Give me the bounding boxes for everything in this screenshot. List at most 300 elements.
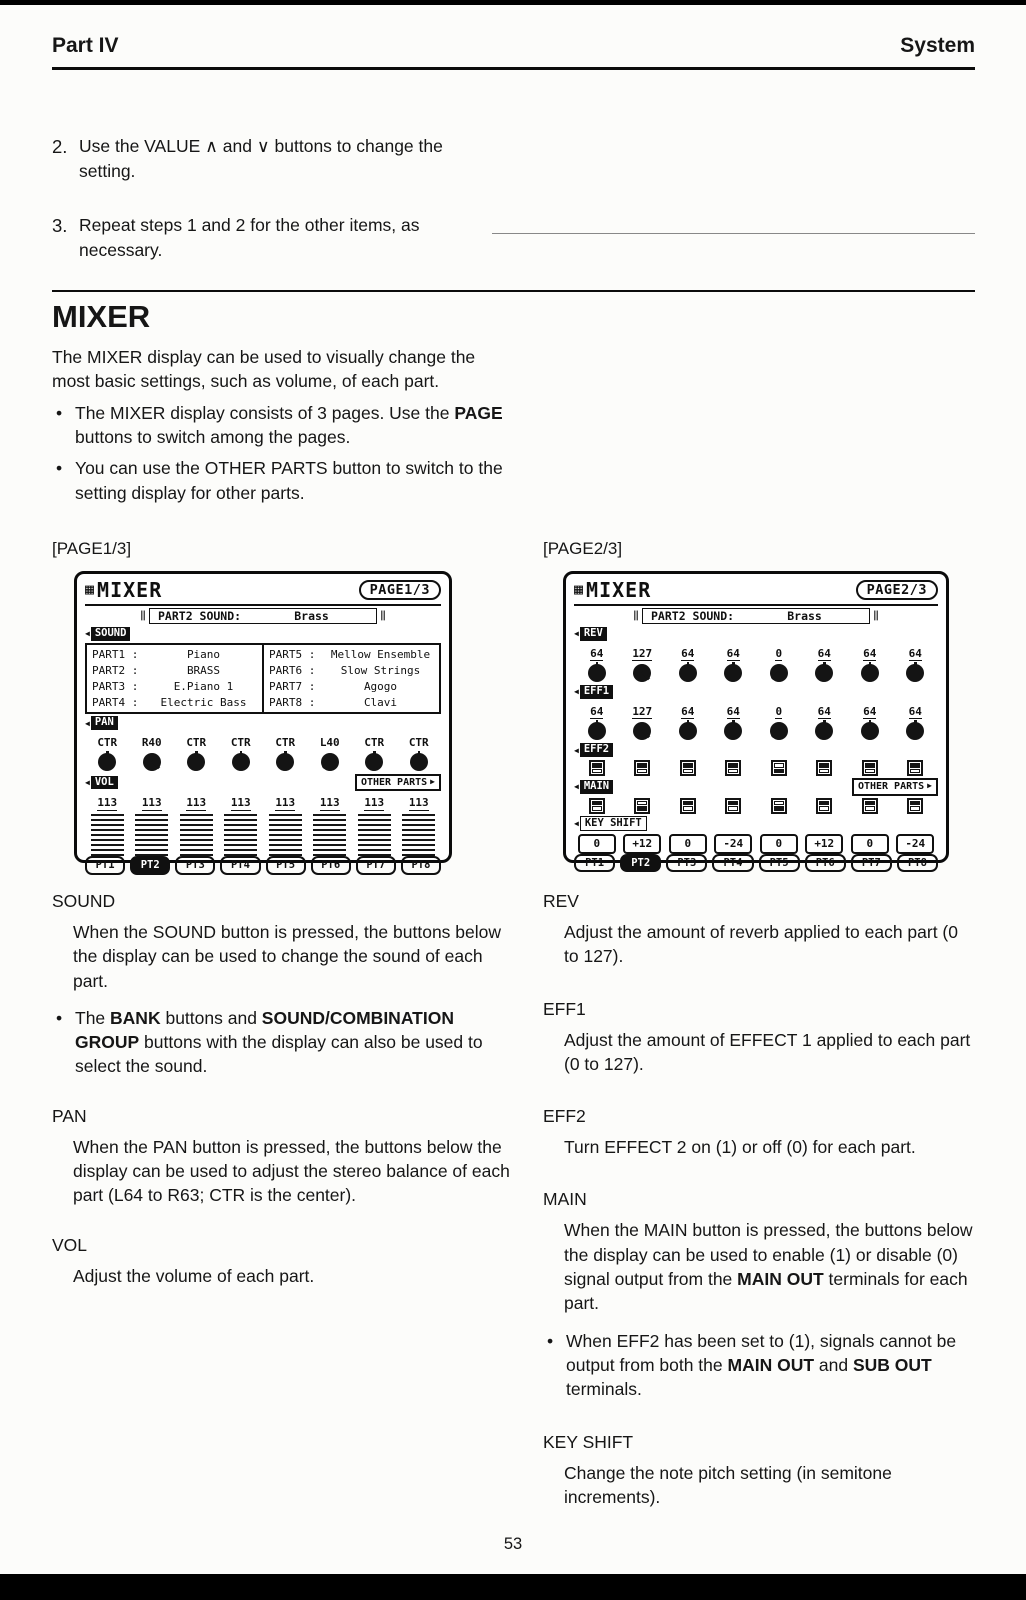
mixer-bullet: • You can use the OTHER PARTS button to switch to the setting display for other parts. <box>52 456 510 505</box>
part-button: PT7 <box>851 854 892 873</box>
part-info-bar <box>574 608 938 624</box>
section-paragraph: When the SOUND button is pressed, the buttons below the display can be used to change the sound of each part. <box>73 921 502 991</box>
part-info-bar <box>85 608 441 624</box>
section-main <box>543 1189 975 1401</box>
rev-value: 64 <box>726 646 740 660</box>
section-paragraph: Adjust the amount of EFFECT 1 applied to each part (0 to 127). <box>564 1029 971 1074</box>
fader-icon <box>91 814 124 856</box>
eff1-cell <box>620 700 666 742</box>
rev-value: 64 <box>817 646 831 660</box>
pan-cell <box>174 731 219 772</box>
mixer-bullets <box>52 401 510 505</box>
knob-icon <box>585 661 609 683</box>
switch-icon <box>634 760 650 776</box>
eff1-value: 64 <box>590 704 604 718</box>
sound-table-col-right <box>264 645 439 713</box>
fader-icon <box>358 814 391 856</box>
part-info-label: PART2 SOUND: <box>158 608 242 623</box>
main-cell <box>893 796 939 814</box>
eff2-cell <box>802 758 848 776</box>
rev-tab <box>574 627 607 641</box>
section-rule <box>52 290 975 292</box>
rev-value: 64 <box>681 646 695 660</box>
figure-page1 <box>52 538 452 872</box>
key-shift-cell <box>620 832 666 853</box>
bracket-icon: ‖ <box>873 610 880 622</box>
knob-icon <box>676 719 700 741</box>
main-switch-row <box>574 796 938 814</box>
pan-cell <box>263 731 308 772</box>
other-parts-badge <box>852 778 938 796</box>
sound-table-row <box>92 664 257 677</box>
vol-cell <box>352 791 397 856</box>
section-heading: KEY SHIFT <box>543 1431 634 1452</box>
knob-icon <box>362 750 386 772</box>
vol-value: 113 <box>186 796 207 810</box>
switch-icon <box>862 798 878 814</box>
pan-cell <box>219 731 264 772</box>
part-button: PT5 <box>759 854 800 873</box>
eff2-cell <box>620 758 666 776</box>
rev-value: 64 <box>908 646 922 660</box>
fader-icon <box>180 814 213 856</box>
part-info-label: PART2 SOUND: <box>651 608 735 623</box>
section-paragraph: Change the note pitch setting (in semitone increments). <box>564 1462 892 1507</box>
sound-tab-label: SOUND <box>91 627 131 641</box>
switch-icon <box>907 760 923 776</box>
lcd-title: MIXER <box>586 577 652 602</box>
vol-value: 113 <box>275 796 296 810</box>
scan-artifact-line <box>492 233 975 234</box>
switch-icon <box>907 798 923 814</box>
eff1-tab-label: EFF1 <box>580 685 613 699</box>
key-shift-value: -24 <box>714 834 752 853</box>
switch-icon <box>634 798 650 814</box>
tab-arrow-icon: ◀ <box>85 778 90 788</box>
vol-cell <box>308 791 353 856</box>
eff2-cell <box>665 758 711 776</box>
fader-icon <box>313 814 346 856</box>
rev-cell <box>665 642 711 684</box>
lcd-display-page1 <box>74 571 452 872</box>
sound-table <box>85 643 441 715</box>
description-columns <box>52 891 975 1539</box>
section-heading: EFF1 <box>543 998 586 1019</box>
fader-icon <box>269 814 302 856</box>
eff2-cell <box>847 758 893 776</box>
page-content <box>52 34 975 1539</box>
eff1-value: 64 <box>863 704 877 718</box>
part-name: PART2 : <box>92 663 139 677</box>
main-cell <box>756 796 802 814</box>
switch-icon <box>589 798 605 814</box>
part-label: Part IV <box>52 34 119 57</box>
key-shift-cell <box>893 832 939 853</box>
page-number: 53 <box>503 1535 523 1553</box>
pan-value: CTR <box>408 735 429 749</box>
vol-tab <box>85 776 118 790</box>
vol-cell <box>174 791 219 856</box>
vol-value: 113 <box>364 796 385 810</box>
eff1-value: 64 <box>726 704 740 718</box>
key-shift-cell <box>711 832 757 853</box>
switch-icon <box>862 760 878 776</box>
pan-value: CTR <box>230 735 251 749</box>
step-number: 2. <box>52 136 68 157</box>
part-sound: Mellow Ensemble <box>330 647 431 661</box>
step-text: Use the VALUE ∧ and ∨ buttons to change the setting. <box>79 136 443 181</box>
eff1-value: 0 <box>775 704 783 718</box>
rev-knob-row <box>574 642 938 684</box>
knob-icon <box>676 661 700 683</box>
part-button: PT1 <box>85 856 125 875</box>
section-paragraph: When the MAIN button is pressed, the buttons below the display can be used to enable (1) or disable (0) signal output from the MAIN OUT terminals for each part. <box>564 1220 973 1314</box>
eff1-value: 64 <box>681 704 695 718</box>
part-button: PT2 <box>130 856 170 875</box>
pan-value: L40 <box>319 735 340 749</box>
pan-value: CTR <box>97 735 118 749</box>
eff2-tab <box>574 743 613 757</box>
vol-header-row <box>85 774 441 792</box>
section-heading: VOL <box>52 1234 88 1255</box>
part-name: PART5 : <box>269 647 316 661</box>
section-heading: PAN <box>52 1105 87 1126</box>
eff2-tab-label: EFF2 <box>580 743 613 757</box>
eff1-value: 64 <box>908 704 922 718</box>
knob-icon <box>767 661 791 683</box>
rev-value: 127 <box>632 646 653 660</box>
lcd-title: MIXER <box>97 577 163 602</box>
knob-icon <box>140 750 164 772</box>
part-name: PART3 : <box>92 679 139 693</box>
tab-arrow-icon: ◀ <box>574 782 579 792</box>
figure-caption: [PAGE1/3] <box>52 538 132 558</box>
main-cell <box>574 796 620 814</box>
pan-cell <box>130 731 175 772</box>
knob-icon <box>903 719 927 741</box>
main-tab <box>574 780 613 794</box>
section-paragraph: Turn EFFECT 2 on (1) or off (0) for each part. <box>564 1137 916 1158</box>
section-rev <box>543 891 975 969</box>
key-shift-value: +12 <box>623 834 661 853</box>
switch-icon <box>725 798 741 814</box>
part-info-value: Brass <box>294 608 329 623</box>
part-sound: Electric Bass <box>160 696 247 710</box>
section-paragraph: When the PAN button is pressed, the buttons below the display can be used to adjust the stereo balance of each part (L64 to R63; CTR is the center). <box>73 1136 510 1206</box>
pan-value: CTR <box>186 735 207 749</box>
part-button: PT8 <box>401 856 441 875</box>
vol-value: 113 <box>408 796 429 810</box>
part-name: PART7 : <box>269 679 316 693</box>
eff2-switch-row <box>574 758 938 776</box>
knob-icon <box>229 750 253 772</box>
part-button: PT1 <box>574 854 615 873</box>
part-info-box <box>642 608 870 624</box>
lcd-header <box>85 578 441 606</box>
part-sound: BRASS <box>186 663 221 677</box>
eff2-cell <box>893 758 939 776</box>
vol-cell <box>263 791 308 856</box>
rev-cell <box>711 642 757 684</box>
section-heading: REV <box>543 890 579 911</box>
part-button: PT4 <box>220 856 260 875</box>
vol-value: 113 <box>319 796 340 810</box>
step-3 <box>52 213 499 262</box>
pan-value: CTR <box>275 735 296 749</box>
main-header-row <box>574 778 938 796</box>
part-button-row <box>85 856 441 875</box>
pan-cell <box>85 731 130 772</box>
eff1-value: 64 <box>817 704 831 718</box>
main-cell <box>802 796 848 814</box>
eff1-tab <box>574 685 613 699</box>
vol-value: 113 <box>97 796 118 810</box>
key-shift-value: -24 <box>896 834 934 853</box>
running-header <box>52 34 975 70</box>
section-paragraph: Adjust the volume of each part. <box>73 1265 315 1286</box>
section-bullet: • When EFF2 has been set to (1), signals cannot be output from both the MAIN OUT and SUB OUT terminals. <box>543 1329 975 1402</box>
main-tab-label: MAIN <box>580 780 613 794</box>
figure-caption: [PAGE2/3] <box>543 538 623 558</box>
eff1-knob-row <box>574 700 938 742</box>
rev-cell <box>802 642 848 684</box>
switch-icon <box>680 798 696 814</box>
vol-cell <box>130 791 175 856</box>
part-sound: Agogo <box>363 679 398 693</box>
knob-icon <box>903 661 927 683</box>
part-name: PART6 : <box>269 663 316 677</box>
eff1-value: 127 <box>632 704 653 718</box>
knob-icon <box>767 719 791 741</box>
rev-value: 0 <box>775 646 783 660</box>
vol-value: 113 <box>141 796 162 810</box>
switch-icon <box>680 760 696 776</box>
section-heading: SOUND <box>52 890 116 911</box>
vol-value: 113 <box>230 796 251 810</box>
knob-icon <box>858 719 882 741</box>
rev-cell <box>620 642 666 684</box>
other-parts-arrow-icon: ▶ <box>927 781 932 791</box>
switch-icon <box>816 798 832 814</box>
bracket-icon: ‖ <box>380 610 387 622</box>
knob-icon <box>721 719 745 741</box>
tab-arrow-icon: ◀ <box>574 629 579 639</box>
knob-icon <box>812 719 836 741</box>
chapter-label: System <box>900 34 975 57</box>
vol-tab-label: VOL <box>91 776 118 790</box>
rev-value: 64 <box>590 646 604 660</box>
part-info-value: Brass <box>787 608 822 623</box>
part-button: PT3 <box>175 856 215 875</box>
part-sound: Clavi <box>363 696 398 710</box>
tab-arrow-icon: ◀ <box>85 629 90 639</box>
key-shift-value: 0 <box>669 834 707 853</box>
knob-icon <box>858 661 882 683</box>
rev-tab-label: REV <box>580 627 607 641</box>
knob-icon <box>273 750 297 772</box>
figure-page2 <box>543 538 949 869</box>
eff1-cell <box>847 700 893 742</box>
page-badge: PAGE1/3 <box>359 580 441 600</box>
eff2-cell <box>574 758 620 776</box>
knob-icon <box>184 750 208 772</box>
tab-arrow-icon: ◀ <box>574 745 579 755</box>
pan-cell <box>308 731 353 772</box>
key-shift-cell <box>802 832 848 853</box>
key-shift-value: 0 <box>760 834 798 853</box>
vol-cell <box>397 791 442 856</box>
sound-tab <box>85 627 130 641</box>
scan-edge-top <box>0 0 1026 5</box>
fader-icon <box>224 814 257 856</box>
section-heading: EFF2 <box>543 1106 586 1127</box>
key-shift-tab-label: KEY SHIFT <box>580 816 647 832</box>
part-button: PT5 <box>266 856 306 875</box>
other-parts-label: OTHER PARTS <box>360 776 428 788</box>
eff1-cell <box>711 700 757 742</box>
rev-cell <box>574 642 620 684</box>
pan-cell <box>397 731 442 772</box>
section-bullet: • The BANK buttons and SOUND/COMBINATION GROUP buttons with the display can also be used to select the sound. <box>52 1006 510 1079</box>
knob-icon <box>630 719 654 741</box>
rev-value: 64 <box>863 646 877 660</box>
eff2-cell <box>711 758 757 776</box>
rev-cell <box>893 642 939 684</box>
section-key-shift <box>543 1432 975 1510</box>
section-pan <box>52 1106 510 1208</box>
vol-cell <box>219 791 264 856</box>
part-button: PT3 <box>666 854 707 873</box>
sound-table-row <box>92 696 257 709</box>
other-parts-arrow-icon: ▶ <box>430 777 435 787</box>
main-cell <box>847 796 893 814</box>
main-cell <box>711 796 757 814</box>
rev-cell <box>847 642 893 684</box>
part-name: PART1 : <box>92 647 139 661</box>
other-parts-label: OTHER PARTS <box>857 781 925 793</box>
part-sound: Piano <box>186 647 221 661</box>
sound-table-col-left <box>87 645 264 713</box>
key-shift-value: +12 <box>805 834 843 853</box>
knob-icon <box>318 750 342 772</box>
page-badge: PAGE2/3 <box>856 580 938 600</box>
knob-icon <box>721 661 745 683</box>
fader-icon <box>402 814 435 856</box>
section-eff2 <box>543 1106 975 1159</box>
description-col-right <box>543 891 975 1539</box>
part-button: PT7 <box>356 856 396 875</box>
pan-tab-label: PAN <box>91 716 118 730</box>
pan-value: CTR <box>364 735 385 749</box>
part-name: PART8 : <box>269 696 316 710</box>
pan-cell <box>352 731 397 772</box>
rev-tab-row <box>574 627 938 641</box>
fader-icon <box>135 814 168 856</box>
eff1-cell <box>893 700 939 742</box>
lcd-display-page2 <box>563 571 949 869</box>
switch-icon <box>589 760 605 776</box>
eff2-tab-row <box>574 743 938 757</box>
sound-table-row <box>92 680 257 693</box>
section-paragraph: Adjust the amount of reverb applied to each part (0 to 127). <box>564 921 958 967</box>
eff1-tab-row <box>574 685 938 699</box>
sound-table-row <box>269 680 434 693</box>
lcd-header <box>574 578 938 606</box>
sound-table-row <box>269 664 434 677</box>
numbered-steps <box>52 134 499 262</box>
mixer-bullet: • The MIXER display consists of 3 pages. Use the PAGE buttons to switch among the pages. <box>52 401 510 450</box>
key-shift-value: 0 <box>578 834 616 853</box>
mixer-grid-icon: ▦ <box>574 580 584 599</box>
key-shift-tab-row <box>574 816 938 832</box>
tab-arrow-icon: ◀ <box>85 718 90 728</box>
step-2 <box>52 134 499 183</box>
bracket-icon: ‖ <box>632 610 639 622</box>
sound-tab-row <box>85 627 441 641</box>
part-button-row <box>574 854 938 873</box>
section-sound <box>52 891 510 1079</box>
eff1-cell <box>802 700 848 742</box>
pan-tab-row <box>85 716 441 730</box>
part-sound: E.Piano 1 <box>173 679 234 693</box>
mixer-intro: The MIXER display can be used to visually change the most basic settings, such as volume, of each part. <box>52 347 476 392</box>
sound-table-row <box>269 648 434 661</box>
pan-knob-row <box>85 731 441 772</box>
part-button: PT4 <box>712 854 753 873</box>
key-shift-tab <box>574 816 647 832</box>
eff1-cell <box>574 700 620 742</box>
knob-icon <box>585 719 609 741</box>
figure-row <box>52 538 975 872</box>
section-heading: MAIN <box>543 1189 587 1210</box>
mixer-grid-icon: ▦ <box>85 580 95 599</box>
eff1-cell <box>756 700 802 742</box>
part-info-box <box>149 608 377 624</box>
key-shift-value: 0 <box>851 834 889 853</box>
section-title: MIXER <box>52 299 151 334</box>
switch-icon <box>771 798 787 814</box>
switch-icon <box>725 760 741 776</box>
part-name: PART4 : <box>92 696 139 710</box>
key-shift-cell <box>756 832 802 853</box>
knob-icon <box>630 661 654 683</box>
part-button: PT6 <box>805 854 846 873</box>
scan-edge-bottom <box>0 1574 1026 1600</box>
key-shift-cell <box>847 832 893 853</box>
tab-arrow-icon: ◀ <box>574 818 579 828</box>
rev-cell <box>756 642 802 684</box>
knob-icon <box>95 750 119 772</box>
knob-icon <box>407 750 431 772</box>
step-number: 3. <box>52 215 68 236</box>
switch-icon <box>816 760 832 776</box>
part-button: PT8 <box>897 854 938 873</box>
sound-table-row <box>269 696 434 709</box>
key-shift-row <box>574 832 938 853</box>
pan-value: R40 <box>141 735 162 749</box>
vol-fader-row <box>85 791 441 856</box>
main-cell <box>665 796 711 814</box>
tab-arrow-icon: ◀ <box>574 687 579 697</box>
switch-icon <box>771 760 787 776</box>
main-cell <box>620 796 666 814</box>
bracket-icon: ‖ <box>139 610 146 622</box>
eff1-cell <box>665 700 711 742</box>
step-text: Repeat steps 1 and 2 for the other items, as necessary. <box>79 215 420 260</box>
section-vol <box>52 1235 510 1288</box>
part-button: PT6 <box>311 856 351 875</box>
key-shift-cell <box>574 832 620 853</box>
